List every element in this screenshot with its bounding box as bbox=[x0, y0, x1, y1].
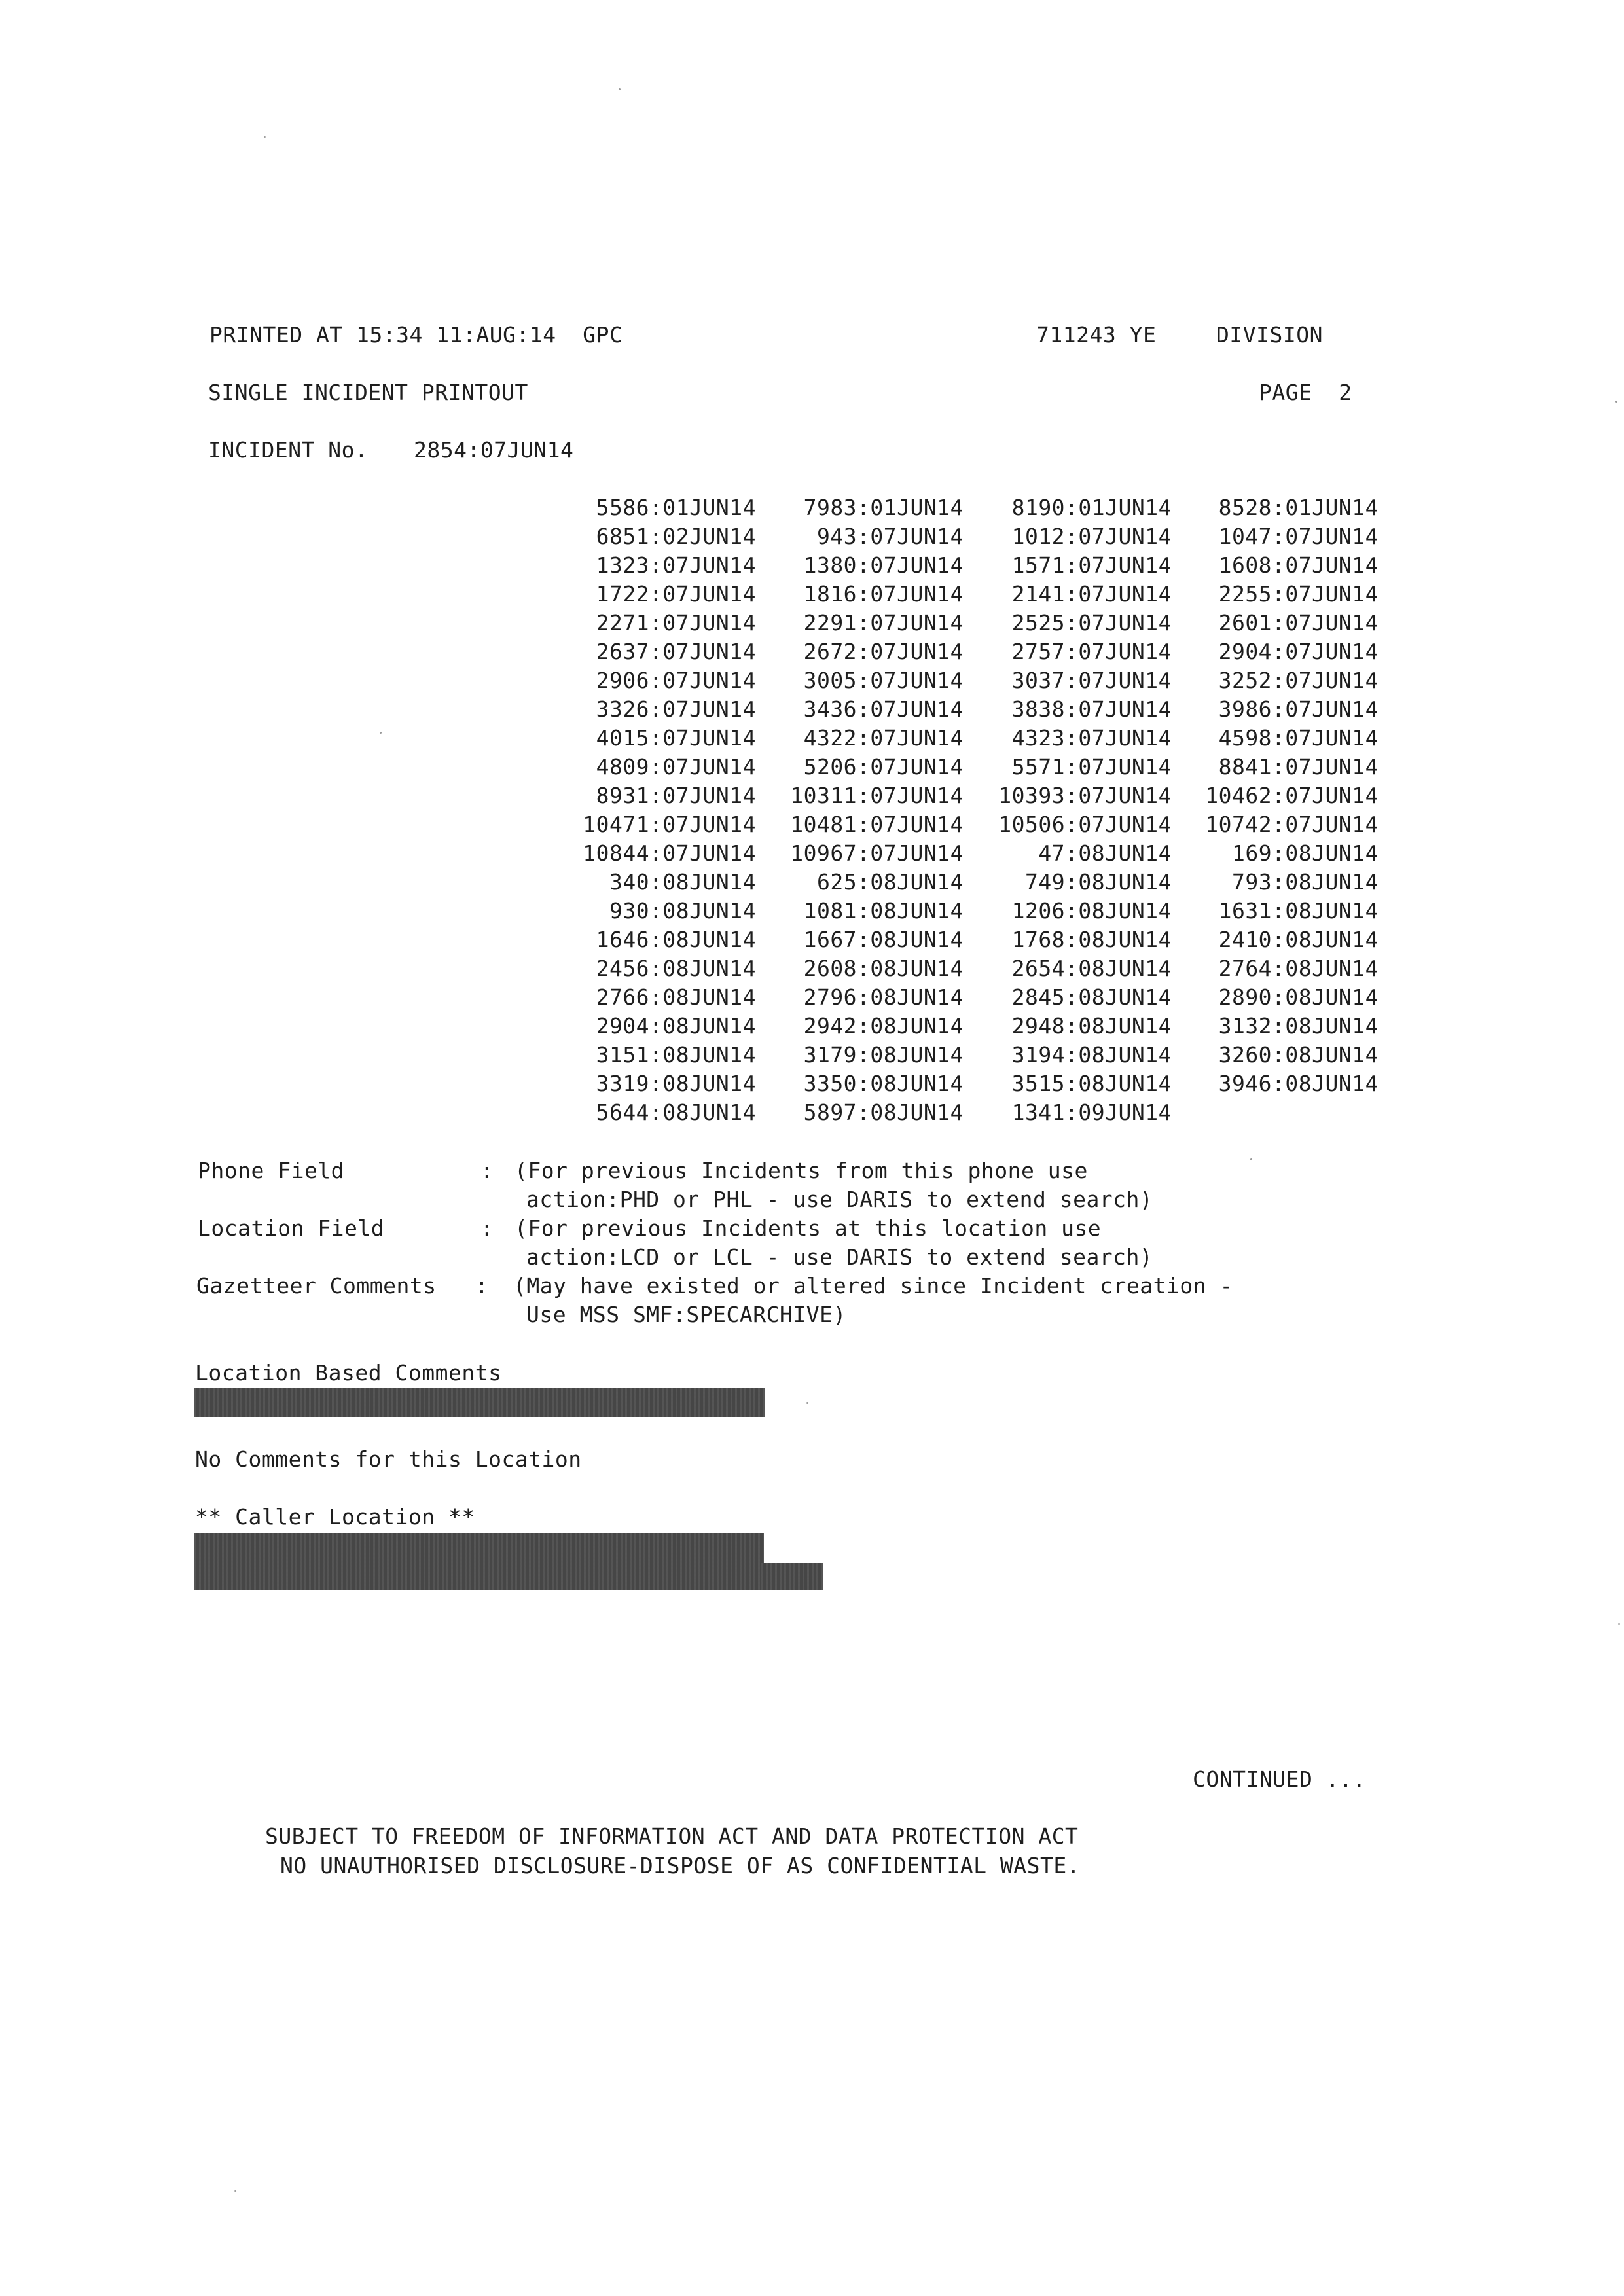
related-incident-ref: 1816:07JUN14 bbox=[803, 581, 964, 607]
redaction-block bbox=[194, 1388, 765, 1417]
phone-field-note-cont: action:PHD or PHL - use DARIS to extend search) bbox=[526, 1187, 1153, 1212]
division-label: DIVISION bbox=[1216, 322, 1323, 348]
related-incident-ref: 2904:08JUN14 bbox=[596, 1013, 756, 1039]
no-comments-text: No Comments for this Location bbox=[195, 1446, 582, 1472]
related-incident-ref: 5644:08JUN14 bbox=[596, 1100, 756, 1125]
related-incident-ref: 3252:07JUN14 bbox=[1218, 668, 1379, 693]
related-incident-ref: 1768:08JUN14 bbox=[1011, 927, 1172, 952]
related-incident-ref: 1608:07JUN14 bbox=[1218, 552, 1379, 578]
related-incident-ref: 1631:08JUN14 bbox=[1218, 898, 1379, 924]
related-incident-ref: 3179:08JUN14 bbox=[803, 1042, 964, 1067]
related-incident-ref: 2904:07JUN14 bbox=[1218, 639, 1379, 664]
related-incident-ref: 10393:07JUN14 bbox=[998, 783, 1172, 808]
scan-speck bbox=[264, 136, 266, 138]
related-incident-ref: 943:07JUN14 bbox=[816, 524, 964, 549]
related-incident-ref: 169:08JUN14 bbox=[1231, 840, 1379, 866]
caller-location-heading: ** Caller Location ** bbox=[195, 1504, 475, 1530]
related-incident-ref: 340:08JUN14 bbox=[609, 869, 756, 895]
related-incident-ref: 2654:08JUN14 bbox=[1011, 956, 1172, 981]
related-incident-ref: 2948:08JUN14 bbox=[1011, 1013, 1172, 1039]
related-incident-ref: 5571:07JUN14 bbox=[1011, 754, 1172, 780]
related-incident-ref: 1667:08JUN14 bbox=[803, 927, 964, 952]
related-incident-ref: 10742:07JUN14 bbox=[1205, 812, 1379, 837]
related-incident-ref: 1380:07JUN14 bbox=[803, 552, 964, 578]
related-incident-ref: 625:08JUN14 bbox=[816, 869, 964, 895]
related-incident-ref: 3151:08JUN14 bbox=[596, 1042, 756, 1067]
related-incident-ref: 3946:08JUN14 bbox=[1218, 1071, 1379, 1096]
related-incident-ref: 1206:08JUN14 bbox=[1011, 898, 1172, 924]
related-incident-ref: 3037:07JUN14 bbox=[1011, 668, 1172, 693]
related-incident-ref: 793:08JUN14 bbox=[1231, 869, 1379, 895]
location-field-note: (For previous Incidents at this location use bbox=[514, 1215, 1102, 1241]
gazetteer-comments-note: (May have existed or altered since Incident creation - bbox=[513, 1273, 1233, 1299]
related-incident-ref: 2291:07JUN14 bbox=[803, 610, 964, 636]
related-incident-ref: 2255:07JUN14 bbox=[1218, 581, 1379, 607]
location-field-label: Location Field bbox=[198, 1215, 385, 1241]
related-incident-ref: 1646:08JUN14 bbox=[596, 927, 756, 952]
incident-number: 2854:07JUN14 bbox=[414, 437, 574, 463]
related-incident-ref: 5897:08JUN14 bbox=[803, 1100, 964, 1125]
related-incident-ref: 3515:08JUN14 bbox=[1011, 1071, 1172, 1096]
related-incident-ref: 8190:01JUN14 bbox=[1011, 495, 1172, 520]
related-incident-ref: 5586:01JUN14 bbox=[596, 495, 756, 520]
related-incident-ref: 3260:08JUN14 bbox=[1218, 1042, 1379, 1067]
related-incident-ref: 3005:07JUN14 bbox=[803, 668, 964, 693]
related-incident-ref: 7983:01JUN14 bbox=[803, 495, 964, 520]
related-incident-ref: 1341:09JUN14 bbox=[1011, 1100, 1172, 1125]
related-incident-ref: 10471:07JUN14 bbox=[583, 812, 756, 837]
related-incident-ref: 4598:07JUN14 bbox=[1218, 725, 1379, 751]
related-incident-ref: 4809:07JUN14 bbox=[596, 754, 756, 780]
related-incident-ref: 4015:07JUN14 bbox=[596, 725, 756, 751]
related-incident-ref: 2845:08JUN14 bbox=[1011, 984, 1172, 1010]
related-incident-ref: 4322:07JUN14 bbox=[803, 725, 964, 751]
related-incident-ref: 6851:02JUN14 bbox=[596, 524, 756, 549]
related-incident-ref: 47:08JUN14 bbox=[1038, 840, 1172, 866]
related-incident-ref: 10844:07JUN14 bbox=[583, 840, 756, 866]
related-incident-ref: 2890:08JUN14 bbox=[1218, 984, 1379, 1010]
location-comments-heading: Location Based Comments bbox=[195, 1360, 502, 1386]
related-incident-ref: 3350:08JUN14 bbox=[803, 1071, 964, 1096]
gazetteer-comments-label: Gazetteer Comments bbox=[196, 1273, 437, 1299]
related-incident-ref: 2672:07JUN14 bbox=[803, 639, 964, 664]
related-incident-ref: 1722:07JUN14 bbox=[596, 581, 756, 607]
scan-speck bbox=[806, 1402, 808, 1404]
related-incident-ref: 2766:08JUN14 bbox=[596, 984, 756, 1010]
scan-speck bbox=[234, 2190, 236, 2192]
related-incident-ref: 3838:07JUN14 bbox=[1011, 696, 1172, 722]
phone-field-label: Phone Field bbox=[198, 1158, 345, 1183]
related-incident-ref: 10311:07JUN14 bbox=[790, 783, 964, 808]
related-incident-ref: 2764:08JUN14 bbox=[1218, 956, 1379, 981]
related-incident-ref: 3132:08JUN14 bbox=[1218, 1013, 1379, 1039]
related-incident-ref: 2456:08JUN14 bbox=[596, 956, 756, 981]
related-incident-ref: 5206:07JUN14 bbox=[803, 754, 964, 780]
page-number: PAGE 2 bbox=[1259, 380, 1352, 405]
confidentiality-notice: SUBJECT TO FREEDOM OF INFORMATION ACT AND DATA PROTECTION ACT bbox=[265, 1823, 1079, 1849]
confidentiality-notice-cont: NO UNAUTHORISED DISCLOSURE-DISPOSE OF AS CONFIDENTIAL WASTE. bbox=[280, 1853, 1081, 1878]
related-incident-ref: 930:08JUN14 bbox=[609, 898, 756, 924]
related-incident-ref: 3194:08JUN14 bbox=[1011, 1042, 1172, 1067]
related-incident-ref: 749:08JUN14 bbox=[1024, 869, 1172, 895]
related-incident-ref: 2608:08JUN14 bbox=[803, 956, 964, 981]
related-incident-ref: 10462:07JUN14 bbox=[1205, 783, 1379, 808]
related-incident-ref: 10481:07JUN14 bbox=[790, 812, 964, 837]
phone-field-separator: : bbox=[480, 1158, 494, 1183]
related-incident-ref: 3326:07JUN14 bbox=[596, 696, 756, 722]
related-incident-ref: 2271:07JUN14 bbox=[596, 610, 756, 636]
related-incident-ref: 4323:07JUN14 bbox=[1011, 725, 1172, 751]
related-incident-ref: 3436:07JUN14 bbox=[803, 696, 964, 722]
scan-speck bbox=[1618, 1623, 1620, 1625]
phone-field-note: (For previous Incidents from this phone use bbox=[514, 1158, 1088, 1183]
reference-code: 711243 YE bbox=[1036, 322, 1157, 348]
related-incident-ref: 2906:07JUN14 bbox=[596, 668, 756, 693]
related-incident-ref: 3319:08JUN14 bbox=[596, 1071, 756, 1096]
related-incident-ref: 1047:07JUN14 bbox=[1218, 524, 1379, 549]
related-incident-ref: 2757:07JUN14 bbox=[1011, 639, 1172, 664]
related-incident-ref: 8528:01JUN14 bbox=[1218, 495, 1379, 520]
related-incident-ref: 10506:07JUN14 bbox=[998, 812, 1172, 837]
related-incident-ref: 2141:07JUN14 bbox=[1011, 581, 1172, 607]
related-incident-ref: 8931:07JUN14 bbox=[596, 783, 756, 808]
location-field-separator: : bbox=[480, 1215, 494, 1241]
related-incident-ref: 2942:08JUN14 bbox=[803, 1013, 964, 1039]
printed-at-line: PRINTED AT 15:34 11:AUG:14 GPC bbox=[209, 322, 623, 348]
related-incident-ref: 2525:07JUN14 bbox=[1011, 610, 1172, 636]
related-incident-ref: 1323:07JUN14 bbox=[596, 552, 756, 578]
redaction-block bbox=[194, 1533, 764, 1590]
location-field-note-cont: action:LCD or LCL - use DARIS to extend search) bbox=[526, 1244, 1153, 1270]
related-incident-ref: 1012:07JUN14 bbox=[1011, 524, 1172, 549]
related-incident-ref: 2637:07JUN14 bbox=[596, 639, 756, 664]
scan-speck bbox=[380, 732, 382, 734]
related-incident-ref: 2601:07JUN14 bbox=[1218, 610, 1379, 636]
scan-speck bbox=[1615, 401, 1617, 403]
related-incident-ref: 2796:08JUN14 bbox=[803, 984, 964, 1010]
incident-label: INCIDENT No. bbox=[208, 437, 369, 463]
continued-marker: CONTINUED ... bbox=[1193, 1767, 1366, 1792]
scan-speck bbox=[619, 88, 621, 90]
report-type-title: SINGLE INCIDENT PRINTOUT bbox=[208, 380, 528, 405]
gazetteer-comments-separator: : bbox=[475, 1273, 489, 1299]
scan-speck bbox=[1250, 1158, 1252, 1160]
related-incident-ref: 8841:07JUN14 bbox=[1218, 754, 1379, 780]
related-incident-ref: 2410:08JUN14 bbox=[1218, 927, 1379, 952]
redaction-block bbox=[761, 1563, 823, 1590]
related-incident-ref: 1081:08JUN14 bbox=[803, 898, 964, 924]
gazetteer-comments-note-cont: Use MSS SMF:SPECARCHIVE) bbox=[526, 1302, 846, 1327]
related-incident-ref: 1571:07JUN14 bbox=[1011, 552, 1172, 578]
related-incident-ref: 3986:07JUN14 bbox=[1218, 696, 1379, 722]
related-incident-ref: 10967:07JUN14 bbox=[790, 840, 964, 866]
